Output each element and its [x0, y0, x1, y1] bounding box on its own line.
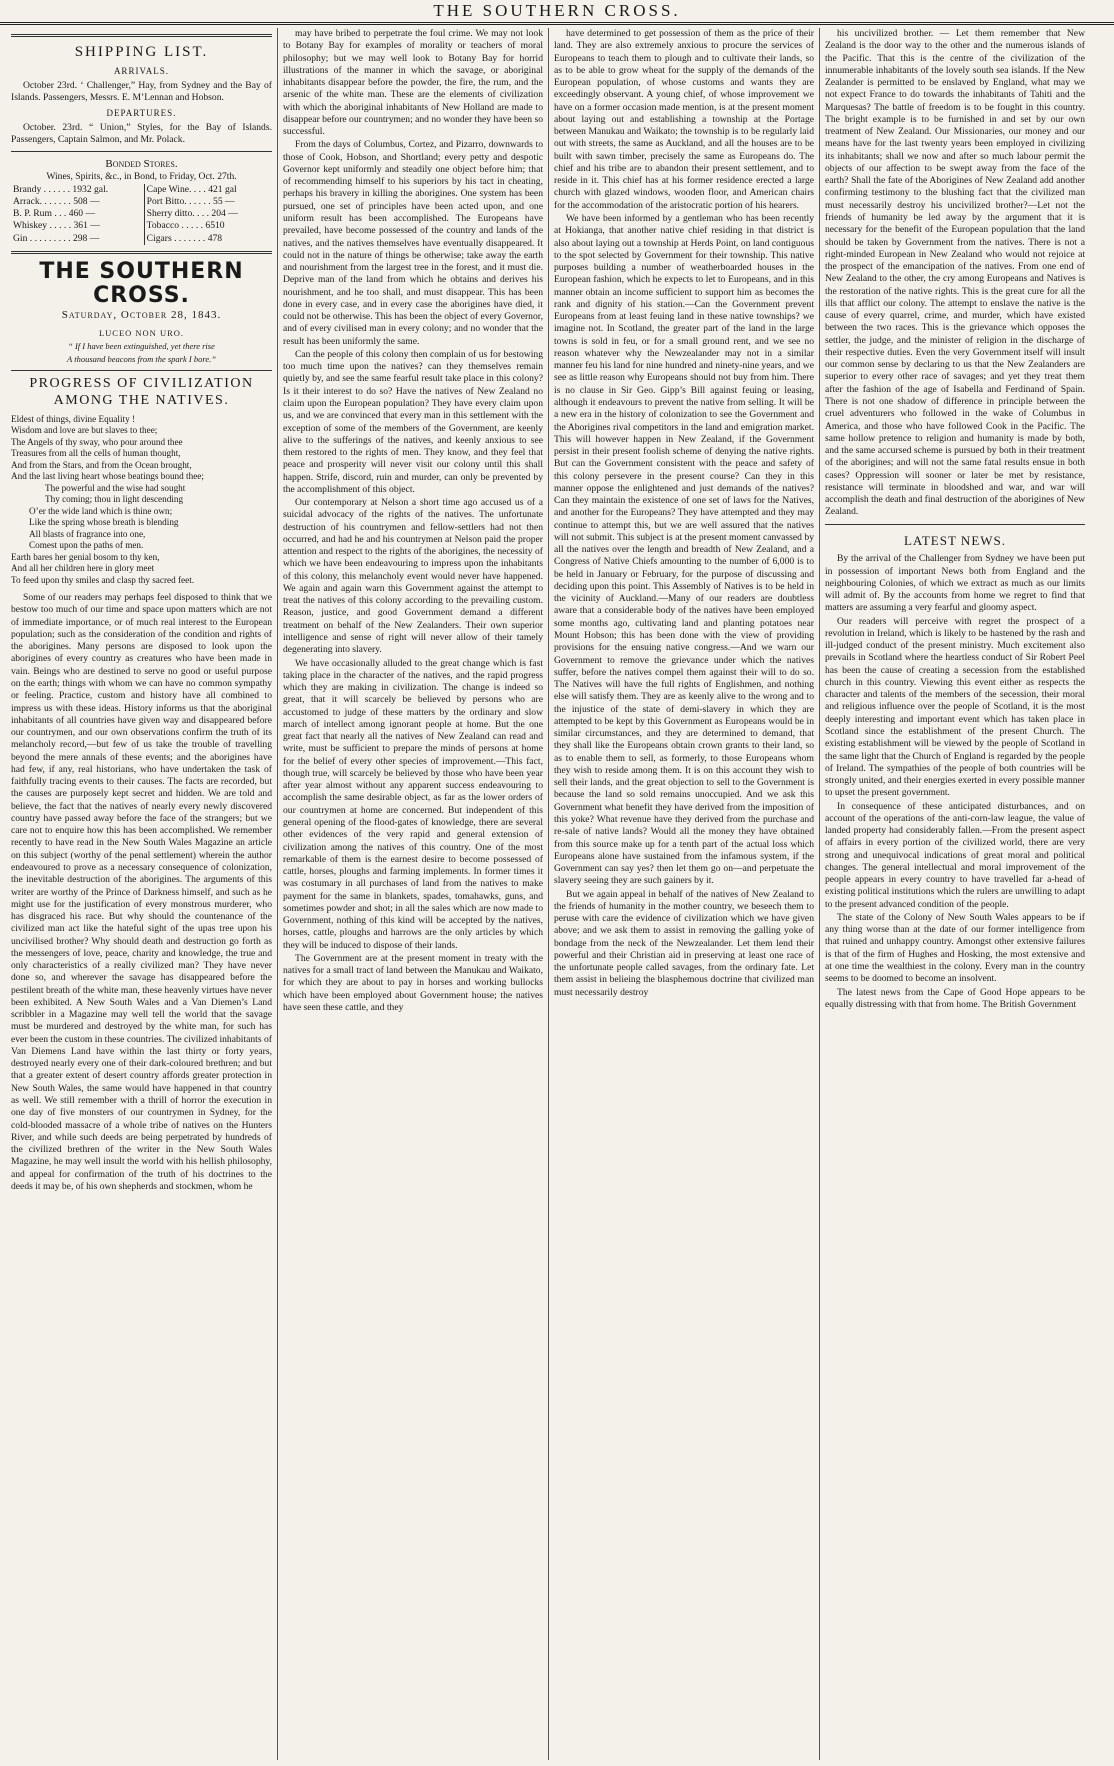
divider — [11, 34, 272, 37]
article-paragraph: From the days of Columbus, Cortez, and Pizarro, downwards to those of Cook, Hobson, and Shortland; every petty and despotic Governor kept uniformly and steadily one object before him; that of recommending himself to his superiors by his tact in cheating, perhaps his bravery in killing the aborigines. One system has been pursued, one set of principles have been acted upon, and one uniform result has been accomplished. The Europeans have prevailed, have become possessed of the country and lands of the natives, and the natives themselves have eventually disappeared. It could not in the nature of things be otherwise; take away the earth and nourishment from the largest tree in the forest, and it must die. Deprive man of the land from which he obtains and derives his nourishment, and he too shall, and must disappear. This has been done in every case, and in every case the aborigines have died, it could not be otherwise. This has been the object of every Governor, and of every civilised man in every colony; and no wonder that the result has been uniformly the same. — [283, 139, 543, 347]
table-cell: Cigars . . . . . . . 478 — [146, 232, 223, 244]
poem-line: The powerful and the wise had sought — [45, 482, 186, 493]
column-2 — [277, 28, 548, 1760]
masthead: THE SOUTHERN CROSS. — [0, 0, 1114, 25]
article-paragraph: But we again appeal in behalf of the natives of New Zealand to the friends of humanity in the mother country, we beseech them to peruse with care the evidence of civilization which we have given above; and we ask them to assist in removing the galling yoke of bondage from the neck of the Newzealander. Let them lend their powerful and their Christian aid in preserving at least one race of the unfortunate people called savages, from the ordinary fate. Let them assist in belieing the blasphemous doctrine that civilized man must necessarily destroy — [554, 888, 814, 998]
epigraph-line-2: A thousand beacons from the spark I bore.” — [67, 354, 216, 365]
table-cell: B. P. Rum . . . 460 — — [11, 208, 144, 220]
table-cell: Cape Wine. . . . 421 gal — [146, 183, 237, 195]
poem-line: O’er the wide land which is thine own; — [29, 505, 173, 516]
departures-heading: DEPARTURES. — [106, 108, 177, 119]
poem-line: And from the Stars, and from the Ocean brought, — [11, 459, 192, 470]
divider — [11, 370, 272, 371]
column-1 — [6, 28, 277, 1760]
column-3 — [548, 28, 819, 1760]
columns — [6, 28, 1108, 1760]
epigraph-line-1: “ If I have been extinguished, yet there rise — [68, 341, 215, 352]
poem-line: And the last living heart whose beatings bound thee; — [11, 471, 204, 482]
news-paragraph: By the arrival of the Challenger from Sydney we have been put in possession of important News both from England and the neighbouring Colonies, of which we extract as much as our limits will admit of. By the accounts from home we regret to find that matters are assuming a very fearful and gloomy aspect. — [825, 553, 1085, 614]
table-row — [11, 208, 272, 220]
bonded-stores-subtitle: Wines, Spirits, &c., in Bond, to Friday, Oct. 27th. — [46, 171, 237, 183]
table-row — [11, 184, 272, 196]
bonded-stores-table — [11, 184, 272, 245]
table-cell: Arrack. . . . . . . 508 — — [11, 196, 144, 208]
article-title: PROGRESS OF CIVILIZATION AMONG THE NATIVES. — [29, 376, 254, 408]
news-paragraph: Our readers will perceive with regret the prospect of a revolution in Ireland, which is likely to be hastened by the rash and ill-judged conduct of the present ministry. Much excitement also prevails in Scotland where the heartless conduct of Sir Robert Peel has been the cause of creating a secession from the established church in this country. Viewing this event either as respects the character and talents of the members of the secession, their moral and religious influence over the people of Scotland, it is the most deeply interesting and important event which has taken place in Scotland since the establishment of the present Church. The existing establishment will be viewed by the people of Scotland in the same light that the Church of England is regarded by the people of Ireland. The sympathies of the people of both countries will be strongly united, and their energies exerted in every possible manner to upset the present government. — [825, 615, 1085, 799]
article-paragraph: Can the people of this colony then complain of us for bestowing too much time upon the natives? can they themselves remain quietly by, and see the same fearful result take place in this colony? Is it their interest to do so? Have the natives of New Zealand no claim upon the European population? They have every claim upon us, and we are convinced that every man in this settlement with the exception of some of the members of the Government, are keenly alive to the sufferings of the natives, and keenly anxious to see them restored to the rights of men. They know, and they feel that peace and prosperity will never visit our colony until this shall happen. Strife, discord, ruin and murder, can only be prevented by the accomplishment of this object. — [283, 348, 543, 495]
poem — [11, 414, 272, 587]
arrival-entry: October 23rd. ‘ Challenger,” Hay, from Sydney and the Bay of Islands. Passengers, Messrs. E. M’Lennan and Hobson. — [11, 79, 272, 103]
arrivals-heading: ARRIVALS. — [113, 66, 170, 77]
poem-line: The Angels of thy sway, who pour around thee — [11, 436, 183, 447]
table-cell: Tobacco . . . . . 6510 — [146, 220, 225, 232]
poem-line: Treasures from all the cells of human thought, — [11, 448, 181, 459]
poem-line: Like the spring whose breath is blending — [29, 517, 179, 528]
poem-line: Earth bares her genial bosom to thy ken, — [11, 551, 160, 562]
shipping-title: SHIPPING LIST. — [74, 44, 209, 60]
table-row — [11, 196, 272, 208]
article-paragraph: We have occasionally alluded to the great change which is fast taking place in the character of the natives, and the rapid progress which they are making in civilization. The change is indeed so great, that it will scarcely be believed by persons who are accustomed to judge of these matters by the ordinary and slow march of intellect among ignorant people at home. But the one great fact that nearly all the natives of New Zealand can read and write, must be sufficient to prepare the minds of persons at home for the belief of every other species of improvement.—This fact, though true, will scarcely be believed by those who have been year after year almost without any apparent success endeavouring to accomplish the same desirable object, as far as the lower orders of our countrymen at home are concerned. But independent of this general opening of the flood-gates of knowledge, there are several other evidences of the very rapid and general extension of civilization among the natives of this country. One of the most remarkable of them is the earnest desire to become possessed of cattle, horses, ploughs and farming implements. In former times it was costumary in all purchases of land from the natives to make payment for the same in blankets, spades, tomahawks, guns, and sometimes powder and shot; in all the sales which are now made to Government, nothing of this kind will be accepted by the natives, horses, cattle, ploughs and harrows are the only articles by which they will be induced to dispose of their lands. — [283, 657, 543, 951]
news-paragraph: The latest news from the Cape of Good Hope appears to be equally distressing with that from home. The British Government — [825, 986, 1085, 1010]
table-cell: Brandy . . . . . . 1932 gal. — [11, 184, 144, 196]
poem-line: Wisdom and love are but slaves to thee; — [11, 425, 158, 436]
column-4 — [819, 28, 1090, 1760]
bonded-stores-title: Bonded Stores. — [105, 158, 178, 171]
article-paragraph: Our contemporary at Nelson a short time ago accused us of a suicidal advocacy of the rights of the natives. The unfortunate destruction of his countrymen and fellow-settlers had not then occurred, and had he and his countrymen at Nelson paid the proper attention and respect to the rights of the aborigines, the necessity of which we have been endeavouring to impress upon the inhabitants of this colony, this melancholy event would never have happened. We again and again warn this Government against the attempt to treat the natives of this colony according to the prevailing custom. Reason, justice, and good Government demand a different treatment on behalf of the New Zealanders. Their own superior intelligence and sense of right will never allow of their tamely degenerating into slavery. — [283, 497, 543, 656]
divider — [825, 524, 1085, 525]
table-cell: Sherry ditto. . . . 204 — — [146, 208, 238, 220]
latest-news-title: LATEST NEWS. — [903, 532, 1007, 548]
divider — [11, 151, 272, 152]
article-paragraph: have determined to get possession of them as the price of their land. They are also extremely anxious to procure the services of Europeans to teach them to plough and to cultivate their lands, so as to be able to grow wheat for the supply of the demands of the European population, of whose customs and wants they are exceedingly observant. A young chief, of whose improvement we have on a former occasion made mention, is at the present moment about laying out and establishing a township at the Portage between Manukau and Waikato; the township is to be regularly laid out with streets, the same as Auckland, and all the houses are to be built with sawn timber, precisely the same as Europeans do. The chief and his tribe are to abandon their present settlement, and to reside in it. This chief has at his former residence erected a large church with glazed windows, wooden floor, and American chairs for the accommodation of the aristocratic portion of his hearers. — [554, 28, 814, 211]
article-paragraph: We have been informed by a gentleman who has been recently at Hokianga, that another native chief residing in that district is also about laying out a township at Herds Point, on land contiguous to the spot selected by Government for their township. This native purposes building a number of weatherboarded houses in the European fashion, which he expects to let to Europeans, and in this manner obtain an income sufficient to support him as becomes the rank and dignity of his station.—Can the Government prevent Europeans from at least feuing land in these native townships? we imagine not. In Scotland, the greater part of the land in the large towns is sold in feu, or for a small ground rent, and we see no reason whatever why the Newzealander may not in a similar manner feu his land for nine hundred and ninety-nine years, and we see as little reason why Europeans should not buy from him. There is no clause in Sir Geo. Gipp’s Bill against feuing or leasing, although it endeavours to prevent the native from selling. It will be a new era in the history of colonization to see the Government and the Aborigines rival competitors in the land and emigration market. This will however happen in New Zealand, if the Government persist in their present foolish scheme of denying the native rights. But can the Government consistent with the peace and safety of this colony persevere in the present course? Can they in this manner oppose the enlightened and just demands of the natives? Can they maintain the existence of one set of laws for the Natives, and another for the Europeans? They have attempted and they may continue to attempt this, but we are well assured that the natives will not submit. This subject is at the present moment canvassed by all the natives over the length and breadth of New Zealand, and a Congress of Native Chiefs amounting to the number of 6,000 is to be held in January or February, for the purpose of discussing and deciding upon this point. This Assembly of Natives is to be held in the vicinity of Auckland.—Many of our readers are doubtless aware that a considerable body of the natives have been employed some months ago, cultivating land and planting potatoes near Mount Hobson; this has been done with the view of providing provisions for the ensuing native congress.—And we warn our Government to remove the grievance under which the natives suffer, before the natives compel them against their will to do so. The Natives will have the full rights of Englishmen, and nothing else will satisfy them. They are as keenly alive to the wrong and to the injustice of the state of demi-slavery in which they are attempted to be kept by this Government as Europeans would be in similar circumstances, and they are determined to demand, that they shall like the Europeans obtain crown grants to their land, so as to enable them to sell, as formerly, to those Europeans whom they wish to reside among them. It is on this account they wish to sell their lands, and the great objection to sell to the Government is because the land so sold remains unoccupied. And we ask this Government what benefit they have derived from the imposition of this yoke? What revenue have they derived from the purchase and re-sale of native lands? Would all the money they have obtained from this source make up for a tenth part of the actual loss which Europeans alone have sustained from the infamous system, if the Government can say yes? then let them go on—and perpetuate the slavery seeing they are such gainers by it. — [554, 212, 814, 887]
table-row — [11, 233, 272, 245]
poem-line: Comest upon the paths of men. — [29, 540, 144, 551]
departure-entry: October. 23rd. “ Union,” Styles, for the Bay of Islands. Passengers, Captain Salmon, and Mr. Polack. — [11, 121, 272, 146]
article-paragraph: his uncivilized brother. — Let them remember that New Zealand is the door way to the other and the numerous islands of the Pacific. That this is the centre of the civilization of the innumerable inhabitants of the lovely south sea islands. If the New Zealander is permitted to be enslaved by England, what may we not expect France to do towards the inhabitants of Tahiti and the Marquesas? The battle of freedom is to be fought in this country. The bright example is to be furnished in and set by our own treatment of New Zealand. Our Missionaries, our money and our means have for the last twenty years been employed in civilizing its inhabitants; shall we now and after so much labour permit the objects of our affection to be swept away from the face of the earth? Shall the fate of the Aborigines of New Zealand add another confirming testimony to the blushing fact that the civilized man must necessarily destroy his uncivilized brother?—Let not the friends of humanity be led away by the argument that it is necessary for the benefit of the European population that the land should be taken by Government from the natives. There is not a right-minded European in New Zealand who would not rejoice at the prospect of the emancipation of the natives. From one end of New Zealand to the other, the cry among Europeans and Natives is the restoration of the native rights. This is the great cure for all the ills that afflict our colony. The attempt to enslave the native is the cause of every quarrel, crime, and murder, which have existed between the two races. This is the grievance which opposes the settler, the judge, and the minister of religion in the discharge of their respective duties. Even the very Government itself will insult our common sense by declaring to us that the New Zealanders are superior to every other race of savages; and yet they treat them after the fashion of the age of Isabella and Ferdinand of Spain. There is not one shadow of difference in principle between the cruel adventurers who followed in the wake of Columbus in America, and those who have followed Cook in the Pacific. The same hollow pretence to religion and humanity is made by both, and the same accursed scheme is pursued by both in their treatment of the aborigines; and will not the same fatal results ensue in both cases? Oppression will sooner or later be met by resistance, resistance will terminate in bloodshed and war, and war will accomplish the death and final destruction of the aborigines of New Zealand. — [825, 28, 1086, 518]
motto: LUCEO NON URO. — [98, 328, 185, 339]
poem-line: And all her children here in glory meet — [11, 563, 155, 574]
article-paragraph: may have bribed to perpetrate the foul crime. We may not look to Botany Bay for examples of morality or teachers of moral philosophy; but we may well look to Botany Bay for horrid illustrations of the manner in which the savage, or aboriginal inhabitants disappear before the powder, the fire, the rum, and the arsenic of the white man. These are the elements of civilization with which the aboriginal inhabitants of New Holland are made to disappear before our countrymen; and no wonder they have been so successful. — [283, 28, 544, 138]
news-paragraph: The state of the Colony of New South Wales appears to be if any thing worse than at the date of our former intelligence from that ruined and unhappy country. Amongst other extensive failures is that of the firm of Hughes and Hosking, the most extensive and at one time the wealthiest in the colony. Every man in the country seems to be doomed to become an insolvent. — [825, 911, 1085, 985]
divider — [11, 251, 272, 254]
dateline: Saturday, October 28, 1843. — [61, 309, 222, 322]
poem-line: To feed upon thy smiles and clasp thy sacred feet. — [11, 574, 195, 585]
news-paragraph: In consequence of these anticipated disturbances, and on account of the operations of the anti-corn-law league, the value of landed property had considerably fallen.—From the present aspect of affairs in every portion of the civilized world, there are very strong and unequivocal indications of great moral and political changes. The general intellectual and moral improvement of the people appears in every country to have travelled far a-head of existing political institutions which the rulers are unwilling to adapt to the present advanced condition of the people. — [825, 800, 1085, 910]
article-paragraph: Some of our readers may perhaps feel disposed to think that we bestow too much of our time and space upon matters which are not of immediate importance, or of much real interest to the European population; such as the consideration of the condition and rights of the aborigines. Many persons are disposed to look upon the aborigines of every country as creatures who have been made in vain. Beings who are destined to serve no good or useful purpose on the earth; things with whom we can have no common sympathy or feeling. Practice, custom and history have all combined to impress us with these ideas. History informs us that the aboriginal inhabitants of all countries have given way and disappeared before our countrymen, and our own observations confirm the truth of its melancholy record,—but few of us take the trouble of travelling beyond the mere annals of these events; and the aborigines have had few, if any, real historians, who have undertaken the task of faithfully tracing events to their causes. The facts are recorded, but the causes are purposely kept secret and hidden. We are told and believe, the fact that the natives of nearly every newly discovered country have passed away before the face of the strangers; but we care not to enquire how this has been accomplished. We remember recently to have read in the New South Wales Magazine an article on this subject (worthy of the penal settlement) wherein the author endeavoured to prove as a necessary consequence of colonization, the inevitable destruction of the aborigines. The arguments of this writer are worthy of the Prince of Darkness himself, and such as he might use for the justification of every monstrous murderer, who has disgraced his race. But why should the countenance of the civilized man act like the hateful sight of the upas tree upon his uncivilised brother? Why should death and destruction go forth as the messengers of love, peace, charity and knowledge, the true and only characteristics of a really civilized man? They have never done so, and wherever the savage has disappeared before the pestilent breath of the white man, these heavenly virtues have never been exhibited. A New South Wales and a Van Diemen’s Land scribbler in a Magazine may well tell the world that the savage must be murdered and destroyed by the white man, for such has ever been the custom in these countries. The civilized inhabitants of Van Diemens Land have within the last thirty or forty years, destroyed nearly every one of their dark-coloured brethren; and but that a greater extent of desert country affords greater protection in New South Wales, the same would have happened in that country as well. We still remember with a thrill of horror the execution in one day of five monsters of our countrymen in Sydney, for the cold-blooded massacre of a whole tribe of natives on the Hunters River, and while such deeds are being perpetrated by hundreds of the civilized brethren of the writer in the New South Wales Magazine, he may well insult the world with his hellish philosophy, and appeal for confirmation of the truth of his doctrines to the deeds it may be, of his own shepherds and stockmen, whom he — [11, 592, 272, 1192]
table-cell: Gin . . . . . . . . . 298 — — [11, 233, 144, 245]
table-cell: Whiskey . . . . . 361 — — [11, 220, 144, 232]
nameplate-title: THE SOUTHERN CROSS. — [39, 258, 244, 309]
poem-line: All blasts of fragrance into one, — [29, 528, 146, 539]
poem-line: Eldest of things, divine Equality ! — [11, 413, 136, 424]
table-cell: Port Bitto. . . . . . 55 — — [146, 195, 235, 207]
article-paragraph: The Government are at the present moment in treaty with the natives for a small tract of land between the Manukau and Waikato, for which they are about to pay in horses and working bullocks which have been employed about Government house; the natives have seen these cattle, and they — [283, 952, 543, 1013]
table-row — [11, 220, 272, 232]
poem-line: Thy coming; thou in light descending — [45, 494, 184, 505]
